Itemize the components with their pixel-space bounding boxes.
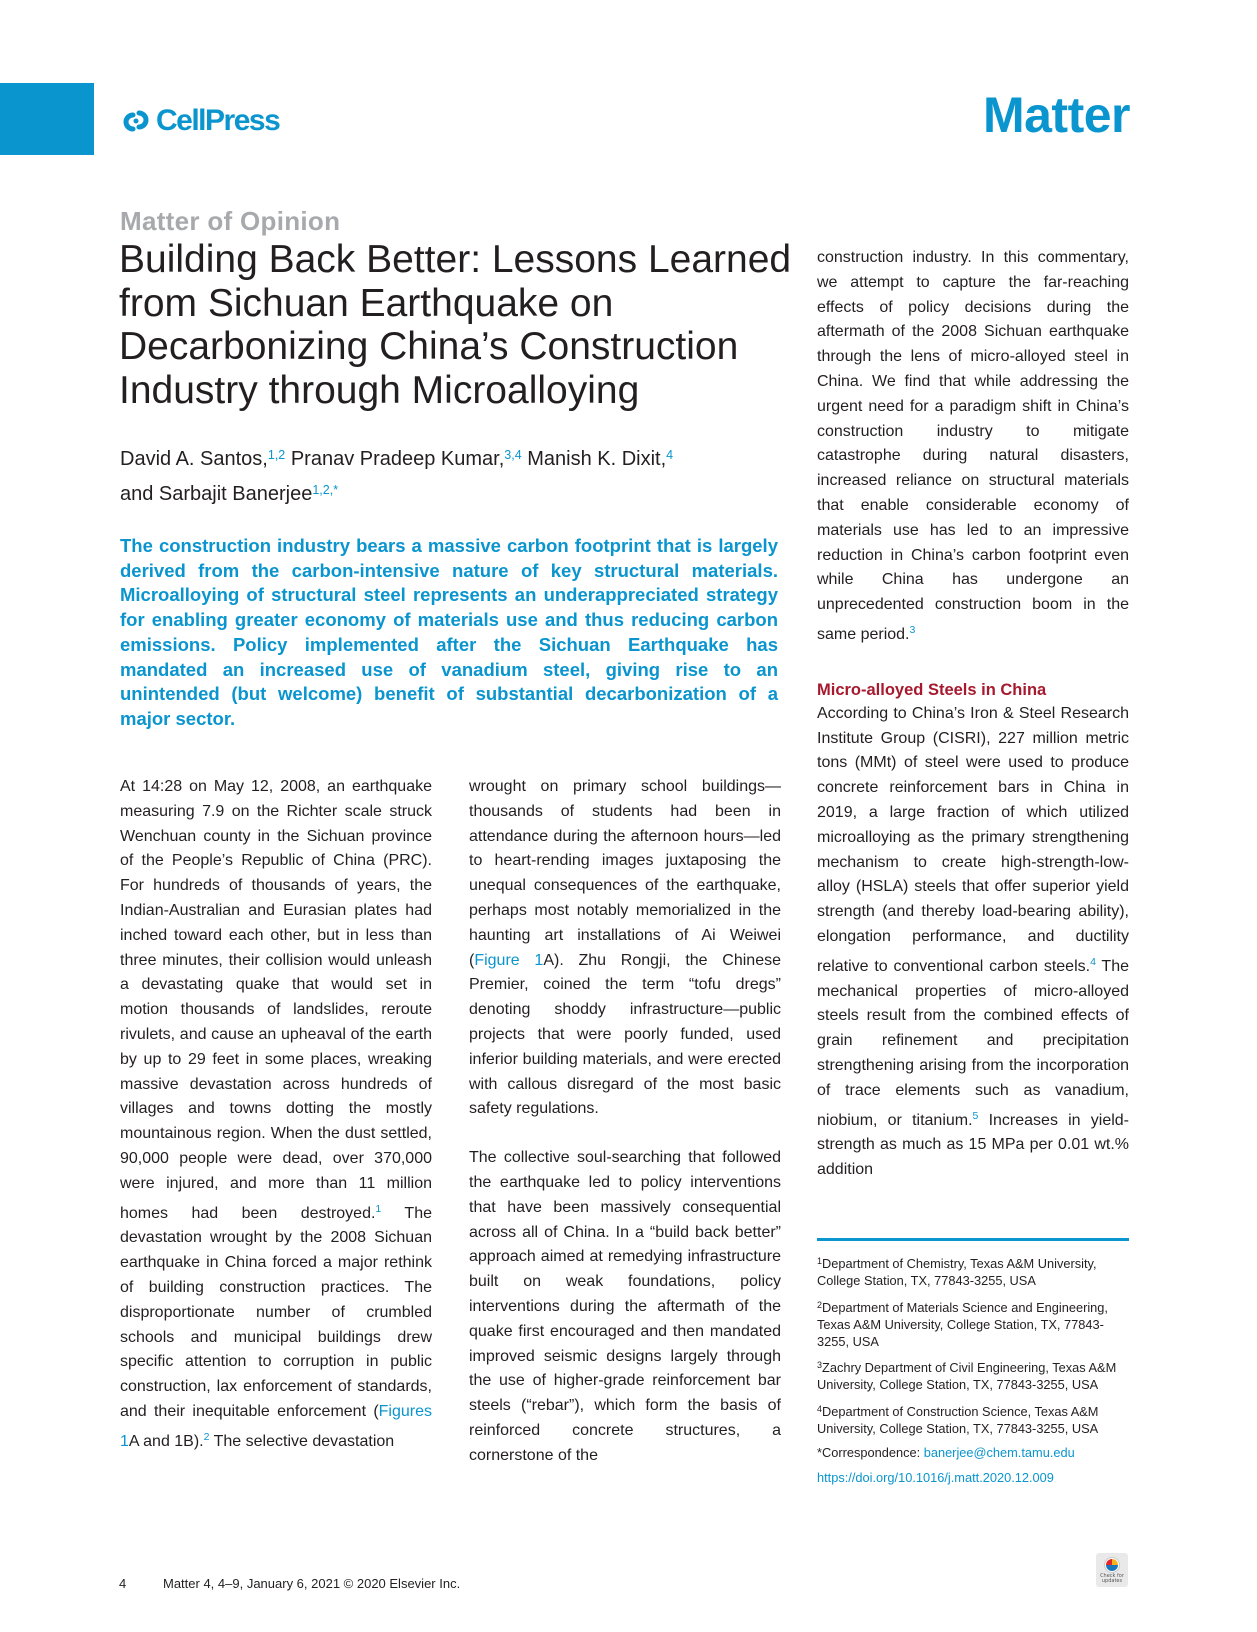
body-text: construction industry. In this commentary, we attempt to capture the far-reaching effects of policy decisions during the aftermath of the 2008 Sichuan earthquake through the lens of micro-alloyed steel in China. We find that while addressing the urgent need for a paradigm shift in China’s construction industry to mitigate catastrophe during natural disasters, increased reliance on structural materials that enable considerable economy of materials use has led to an impressive reduction in China’s carbon footprint even while China has undergone an unprecedented construction boom in the same period. [817,249,1129,643]
section-heading: Micro-alloyed Steels in China [817,680,1047,699]
reference-link[interactable]: 3 [909,623,916,636]
affiliation-text: Zachry Department of Civil Engineering, Texas A&M University, College Station, TX, 77843-3255, USA [817,1360,1117,1392]
badge-text: Check for [1100,1572,1124,1579]
abstract: The construction industry bears a massive carbon footprint that is largely derived from the carbon-intensive nature of key structural materials. Microalloying of structural steel represents an underappreciated strategy for enabling greater economy of materials use and thus reducing carbon emissions. Policy implemented after the Sichuan Earthquake has mandated an increased use of vanadium steel, giving rise to an unintended (but welcome) benefit of substantial decarbonization of a major sector. [120,535,778,729]
author-name: Manish K. Dixit, [521,448,667,470]
affiliation-item [817,1401,1135,1437]
affiliations-divider [817,1238,1129,1241]
affiliation-number: 3 [817,1360,823,1370]
check-for-updates-icon [1102,1556,1122,1574]
reference-link[interactable]: 4 [1090,955,1096,968]
cellpress-logo[interactable] [120,103,279,139]
body-text: The mechanical properties of micro-alloyed steels result from the combined effects of grain refinement and precipitation strengthening arising from the incorporation of trace elements such as vanadium, niobium, or titanium. [817,957,1129,1129]
affiliation-item [817,1297,1135,1350]
journal-name[interactable]: Matter [982,87,1130,143]
author-name: and Sarbajit Banerjee [120,483,313,505]
reference-link[interactable]: 1 [375,1202,382,1215]
author-name: David A. Santos, [120,448,268,470]
correspondence-label: *Correspondence: [817,1445,924,1460]
footer-citation: Matter 4, 4–9, January 6, 2021 © 2020 Elsevier Inc. [163,1576,461,1591]
article-title: Building Back Better: Lessons Learned from Sichuan Earthquake on Decarbonizing China’s Construction Industry through Microalloying [119,238,792,412]
figure-link[interactable]: Figure 1 [474,951,544,969]
cellpress-logo-icon [120,105,152,137]
doi-link[interactable]: https://doi.org/10.1016/j.matt.2020.12.009 [817,1469,1054,1485]
body-text: A). Zhu Rongji, the Chinese Premier, coined the term “tofu dregs” denoting shoddy infrastructure—public projects that were poorly funded, used inferior building materials, and were erected with callous disregard of the most basic safety regulations. [469,951,781,1118]
affiliation-number: 2 [817,1299,823,1310]
check-for-updates-badge[interactable] [1096,1553,1128,1587]
page-number: 4 [119,1576,127,1591]
header-color-block [0,83,94,155]
cellpress-logo-text: CellPress [156,104,280,137]
author-list [120,440,780,510]
reference-link[interactable]: 5 [972,1109,979,1122]
body-text: wrought on primary school buildings—thousands of students had been in attendance during the afternoon hours—led to heart-rending images juxtaposing the unequal consequences of the earthquake, perhaps most notably memorialized in the haunting art installations of Ai Weiwei ( [469,778,781,969]
body-column-2 [469,775,781,1469]
affiliation-text: Department of Materials Science and Engineering, Texas A&M University, College Station, TX, 77843-3255, USA [817,1299,1108,1349]
affiliation-text: Department of Construction Science, Texas A&M University, College Station, TX, 77843-3255, USA [817,1403,1099,1436]
author-affiliation-ref[interactable]: 3,4 [504,448,522,462]
body-paragraph [469,775,781,1122]
body-column-3 [817,246,1129,1183]
body-paragraph [817,246,1129,648]
figure-link[interactable]: Figures 1 [120,1402,432,1450]
reference-link[interactable]: 2 [203,1430,210,1443]
badge-text: updates [1101,1578,1123,1584]
section-label: Matter of Opinion [120,206,341,236]
body-text: Increases in yield-strength as much as 15 MPa per 0.01 wt.% addition [817,1111,1130,1179]
correspondence-email-link[interactable]: banerjee@chem.tamu.edu [923,1445,1075,1460]
body-paragraph [120,775,432,1455]
body-text: A and 1B). [128,1432,204,1450]
body-paragraph [817,702,1129,1183]
body-column-1 [120,775,432,1455]
author-affiliation-ref[interactable]: 1,2 [267,448,286,462]
affiliation-number: 4 [817,1403,823,1414]
author-affiliation-ref[interactable]: 4 [666,448,674,462]
affiliation-number: 1 [817,1256,823,1266]
doi [817,1469,1135,1486]
body-paragraph: The collective soul-searching that followed the earthquake led to policy interventions that have been massively consequential across all of China. In a “build back better” approach aimed at remedying infrastructure built on weak foundations, policy interventions during the aftermath of the quake first encouraged and then mandated improved seismic designs largely through the use of higher-grade reinforcement bar steels (“rebar”), which form the basis of reinforced concrete structures, a cornerstone of the [469,1149,781,1464]
check-for-updates-label [1097,1574,1127,1585]
affiliations [817,1253,1135,1493]
author-affiliation-ref[interactable]: 1,2,* [312,483,339,497]
affiliation-item [817,1357,1135,1393]
body-text: According to China’s Iron & Steel Research Institute Group (CISRI), 227 million metric tons (MMt) of steel were used to produce concrete reinforcement bars in China in 2019, a large fraction of which utilized microalloying as the primary strengthening mechanism to create high-strength-low-alloy (HSLA) steels that offer superior yield strength (and thereby load-bearing ability), elongation performance, and ductility relative to conventional carbon steels. [817,704,1129,975]
body-text: At 14:28 on May 12, 2008, an earthquake measuring 7.9 on the Richter scale struck Wenchuan county in the Sichuan province of the People’s Republic of China (PRC). For hundreds of thousands of years, the Indian-Australian and Eurasian plates had inched toward each other, but in less than three minutes, their collision would unleash a devastating quake that would set in motion thousands of landslides, reroute rivulets, and cause an upheaval of the earth by up to 29 feet in some places, wreaking massive devastation across hundreds of villages and towns dotting the mostly mountainous region. When the dust settled, 90,000 people were dead, over 370,000 were injured, and more than 11 million homes had been destroyed. [120,778,432,1222]
author-name: Pranav Pradeep Kumar, [285,448,505,470]
body-text: The selective devastation [209,1432,395,1450]
body-text: The devastation wrought by the 2008 Sichuan earthquake in China forced a major rethink of building construction practices. The disproportionate number of crumbled schools and municipal buildings drew specific attention to corruption in public construction, lax enforcement of standards, and their inequitable enforcement ( [120,1204,432,1420]
affiliation-item [817,1253,1135,1289]
correspondence [817,1444,1135,1461]
affiliation-text: Department of Chemistry, Texas A&M University, College Station, TX, 77843-3255, USA [817,1256,1097,1288]
